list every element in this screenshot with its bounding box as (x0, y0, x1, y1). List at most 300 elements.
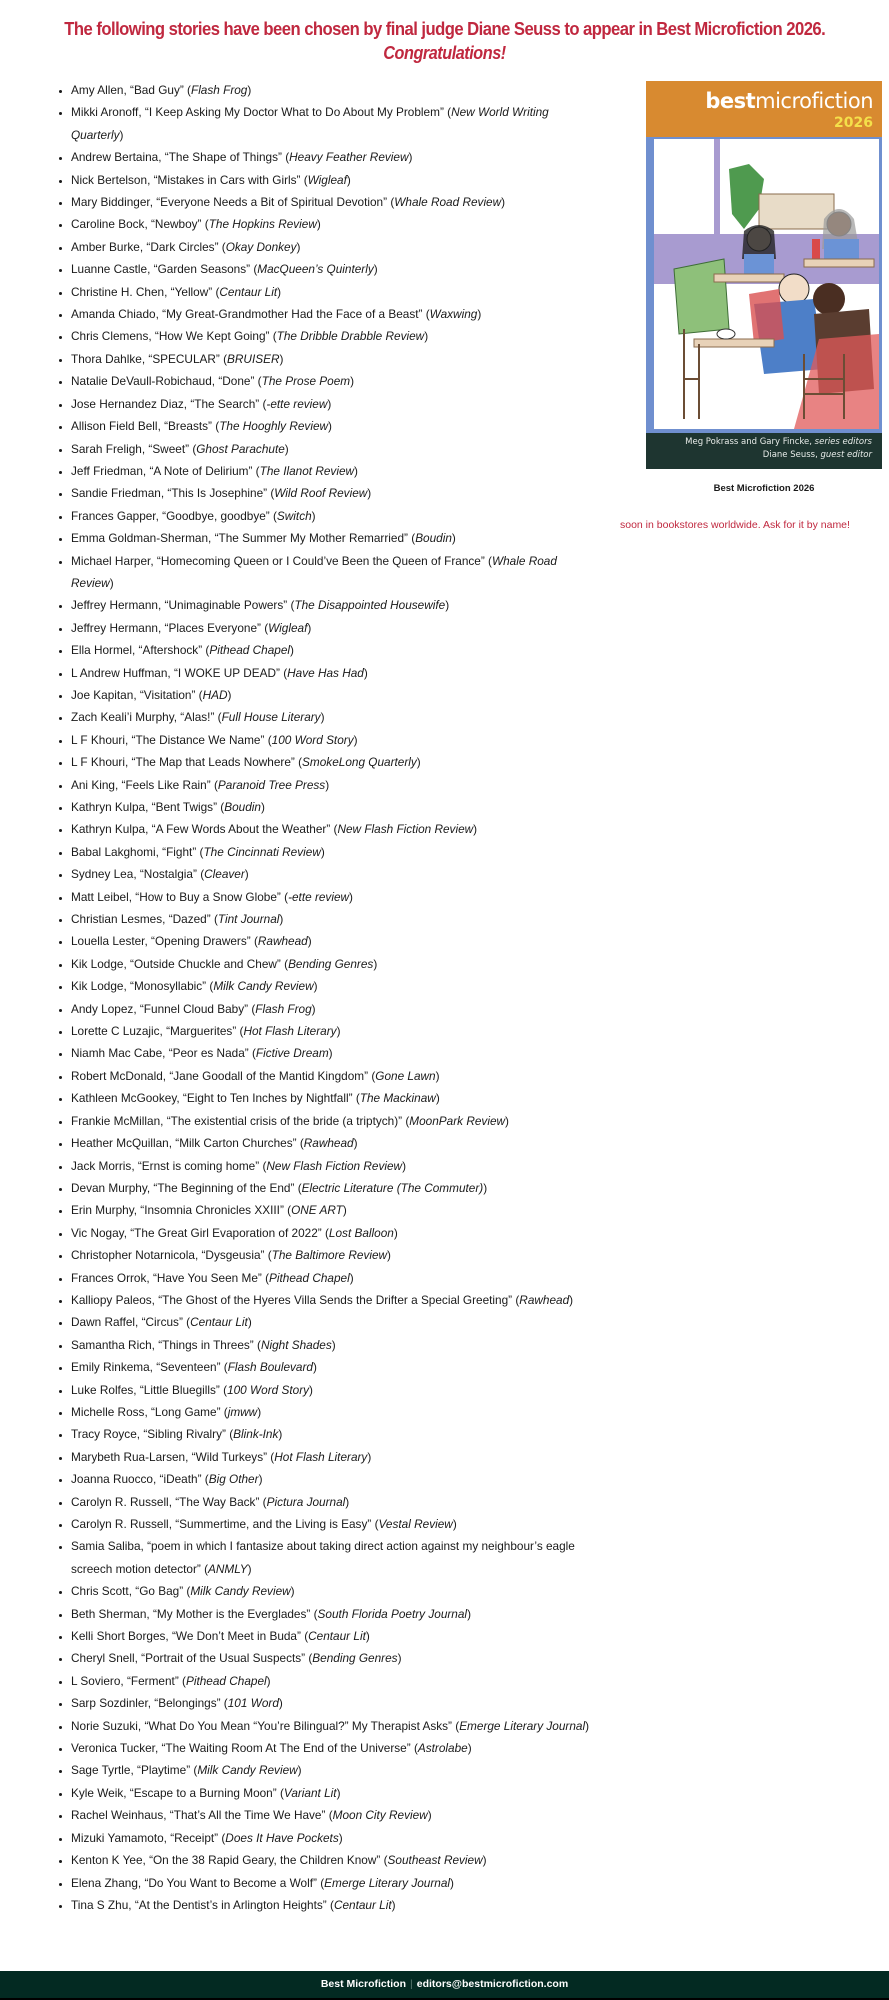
story-list-item: • Frankie McMillan, “The existential crisis of the bride (a triptych)” (MoonPark Review) (71, 1110, 591, 1132)
story-title: Ferment (130, 1673, 175, 1688)
story-list-item: • Luanne Castle, “Garden Seasons” (MacQueen’s Quinterly) (71, 258, 591, 280)
story-publication: Vestal Review (378, 1517, 453, 1531)
story-author: Mary Biddinger (71, 195, 150, 210)
story-publication: Centaur Lit (219, 284, 278, 299)
story-list-item: • Elena Zhang, “Do You Want to Become a Wolf” (Emerge Literary Journal) (71, 1872, 591, 1894)
woman-left-hair (742, 225, 776, 259)
story-title: Belongings (158, 1696, 217, 1711)
story-title: Opening Drawers (154, 934, 247, 949)
story-list-item: • Caroline Bock, “Newboy” (The Hopkins Review) (71, 213, 591, 235)
story-list-item: • Vic Nogay, “The Great Girl Evaporation of 2022” (Lost Balloon) (71, 1222, 591, 1244)
coffee-cup (717, 329, 735, 339)
cover-title-band (646, 81, 882, 137)
story-author: Kelli Short Borges (71, 1629, 166, 1644)
story-title: A Note of Delirium (153, 463, 249, 478)
table-front (694, 339, 774, 347)
story-author: Matt Leibel (71, 889, 129, 904)
story-publication: The Hopkins Review (208, 217, 317, 232)
story-title: Dark Circles (150, 239, 215, 254)
story-list-item: • Lorette C Luzajic, “Marguerites” (Hot Flash Literary) (71, 1020, 591, 1042)
story-list-item: • Erin Murphy, “Insomnia Chronicles XXIII” (ONE ART) (71, 1199, 591, 1221)
story-title: The Waiting Room At The End of the Universe (165, 1741, 407, 1756)
story-publication: Rawhead (519, 1292, 570, 1307)
story-publication: Centaur Lit (190, 1315, 248, 1330)
story-publication: Pithead Chapel (185, 1673, 267, 1688)
story-author: Caroline Bock (71, 217, 145, 232)
story-publication: Milk Candy Review (197, 1763, 298, 1778)
story-title: This Is Josephine (171, 486, 264, 501)
footer-separator: | (410, 1978, 413, 1990)
story-list-item: • Joe Kapitan, “Visitation” (HAD) (71, 684, 591, 706)
footer-site-name[interactable]: Best Microfiction (320, 1978, 406, 1990)
story-list-item: • Beth Sherman, “My Mother is the Everglades” (South Florida Poetry Journal) (71, 1603, 591, 1625)
story-title: Insomnia Chronicles XXIII (144, 1203, 280, 1218)
story-title: Done (222, 374, 251, 389)
story-title: Ernst is coming home (141, 1158, 256, 1173)
story-list-item: • Mary Biddinger, “Everyone Needs a Bit of Spiritual Devotion” (Whale Road Review) (71, 191, 591, 213)
story-title: My Great-Grandmother Had the Face of a Beast (166, 307, 419, 322)
story-list-item: • Jeffrey Hermann, “Unimaginable Powers” (The Disappointed Housewife) (71, 594, 591, 616)
story-author: Rachel Weinhaus (71, 1808, 164, 1823)
story-list-item: • Emma Goldman-Sherman, “The Summer My Mother Remarried” (Boudin) (71, 527, 591, 549)
story-list-item: • Veronica Tucker, “The Waiting Room At The End of the Universe” (Astrolabe) (71, 1737, 591, 1759)
story-title: Mistakes in Cars with Girls (157, 172, 297, 187)
brand-light: microfiction (755, 89, 873, 113)
story-publication: Does It Have Pockets (225, 1830, 339, 1845)
story-author: Sydney Lea (71, 867, 134, 882)
announcement-heading: The following stories have been chosen by final judge Diane Seuss to appear in Best Microfiction 2026. (64, 18, 825, 39)
story-title: Circus (145, 1315, 179, 1330)
story-list-item: • Heather McQuillan, “Milk Carton Churches” (Rawhead) (71, 1132, 591, 1154)
story-list-item: • Jack Morris, “Ernst is coming home” (New Flash Fiction Review) (71, 1155, 591, 1177)
person-dark-face (813, 283, 845, 315)
story-list-item: • Christine H. Chen, “Yellow” (Centaur Lit) (71, 281, 591, 303)
story-title: Funnel Cloud Baby (143, 1001, 245, 1016)
story-publication: SmokeLong Quarterly (302, 755, 417, 770)
story-title: Marguerites (170, 1024, 233, 1039)
story-publication: ONE ART (291, 1203, 343, 1218)
story-publication: Heavy Feather Review (289, 150, 409, 165)
story-title: Monosyllabic (133, 979, 203, 994)
story-author: Frances Gapper (71, 508, 156, 523)
story-list-item: • Carolyn R. Russell, “The Way Back” (Pictura Journal) (71, 1491, 591, 1513)
story-list-item: • L F Khouri, “The Distance We Name” (100 Word Story) (71, 729, 591, 751)
story-author: Dawn Raffel (71, 1315, 136, 1330)
story-author: Kathryn Kulpa (71, 800, 146, 814)
story-title: Eight to Ten Inches by Nightfall (186, 1091, 349, 1106)
story-publication: The Ilanot Review (259, 463, 355, 478)
story-publication: Gone Lawn (375, 1068, 436, 1083)
story-title: Dysgeusia (205, 1248, 261, 1263)
story-author: Niamh Mac Cabe (71, 1046, 163, 1061)
story-publication: ANMLY (208, 1561, 248, 1576)
story-author: Louella Lester (71, 934, 145, 949)
story-author: Heather McQuillan (71, 1136, 169, 1151)
story-author: Emma Goldman-Sherman (71, 531, 209, 546)
story-title: Do You Want to Become a Wolf (148, 1875, 313, 1890)
story-title: Sibling Rivalry (147, 1427, 223, 1442)
story-publication: Hot Flash Literary (243, 1024, 337, 1039)
story-publication: Milk Candy Review (190, 1584, 291, 1599)
story-author: Zach Keali’i Murphy (71, 710, 174, 725)
story-author: Frankie McMillan (71, 1113, 161, 1128)
site-footer (0, 1971, 889, 2000)
story-title: How to Buy a Snow Globe (139, 889, 277, 904)
story-list-item: • Allison Field Bell, “Breasts” (The Hooghly Review) (71, 415, 591, 437)
window-frame (714, 139, 720, 234)
story-author: Chris Clemens (71, 329, 149, 344)
story-list-item: • Christian Lesmes, “Dazed” (Tint Journal) (71, 908, 591, 930)
story-list-item: • Tina S Zhu, “At the Dentist’s in Arlington Heights” (Centaur Lit) (71, 1894, 591, 1916)
story-publication: Wigleaf (307, 172, 347, 187)
story-author: Andrew Bertaina (71, 150, 159, 165)
story-title: Breasts (168, 419, 209, 434)
story-author: Tina S Zhu (71, 1897, 129, 1912)
story-author: Kathleen McGookey (71, 1091, 177, 1106)
story-publication: Flash Frog (255, 1001, 312, 1016)
story-list-item: • Nick Bertelson, “Mistakes in Cars with Girls” (Wigleaf) (71, 169, 591, 191)
story-title: Peor es Nada (172, 1046, 245, 1061)
story-publication: Boudin (224, 800, 261, 814)
story-publication: The Baltimore Review (271, 1248, 388, 1263)
story-title: Receipt (174, 1830, 215, 1845)
story-list-item: • Andrew Bertaina, “The Shape of Things” (Heavy Feather Review) (71, 146, 591, 168)
story-publication: Bending Genres (288, 956, 374, 971)
story-author: Veronica Tucker (71, 1741, 155, 1756)
story-publication: Big Other (208, 1472, 259, 1487)
story-author: Frances Orrok (71, 1270, 147, 1285)
story-author: Mikki Aronoff (71, 105, 139, 120)
story-title: What Do You Mean “You’re Bilingual?” My Therapist Asks (148, 1718, 449, 1733)
story-title: The Beginning of the End (157, 1180, 291, 1195)
story-list-item: • Marybeth Rua-Larsen, “Wild Turkeys” (Hot Flash Literary) (71, 1446, 591, 1468)
cover-illustration (654, 139, 879, 429)
story-list-item: • Sandie Friedman, “This Is Josephine” (Wild Roof Review) (71, 482, 591, 504)
story-author: L Andrew Huffman (71, 665, 168, 680)
story-publication: The Hooghly Review (219, 419, 329, 434)
story-publication: jmww (227, 1404, 258, 1419)
story-publication: HAD (202, 687, 228, 702)
story-title: On the 38 Rapid Geary, the Children Know (153, 1853, 377, 1868)
story-publication: Switch (276, 508, 312, 523)
story-author: Devan Murphy (71, 1180, 147, 1195)
story-author: Robert McDonald (71, 1068, 163, 1083)
story-list-item: • Emily Rinkema, “Seventeen” (Flash Boulevard) (71, 1356, 591, 1378)
story-title: iDeath (163, 1472, 198, 1487)
story-author: Thora Dahlke (71, 351, 142, 366)
story-list-item: • Jose Hernandez Diaz, “The Search” (-ette review) (71, 393, 591, 415)
story-list-item: • Devan Murphy, “The Beginning of the End” (Electric Literature (The Commuter)) (71, 1177, 591, 1199)
book-caption: Best Microfiction 2026 (713, 483, 815, 494)
story-publication: -ette review (266, 396, 328, 411)
story-title: Portrait of the Usual Suspects (145, 1651, 302, 1666)
story-publication: Moon City Review (332, 1808, 428, 1823)
story-publication: Full House Literary (221, 710, 321, 725)
story-title: Newboy (154, 217, 198, 232)
story-title: Dazed (172, 912, 207, 927)
story-title: Nostalgia (143, 867, 193, 882)
story-author: Christian Lesmes (71, 912, 163, 927)
story-author: Kalliopy Paleos (71, 1292, 152, 1307)
cover-editors-band (646, 433, 882, 469)
story-list-item: • Sarp Sozdinler, “Belongings” (101 Word) (71, 1692, 591, 1714)
story-list-item: • Kik Lodge, “Outside Chuckle and Chew” (Bending Genres) (71, 953, 591, 975)
story-publication: Night Shades (260, 1337, 332, 1352)
story-publication: Cleaver (204, 867, 245, 882)
story-publication: MoonPark Review (409, 1113, 506, 1128)
story-publication: Ghost Parachute (196, 441, 285, 456)
story-author: Samia Saliba (71, 1539, 141, 1554)
story-list-item: • Louella Lester, “Opening Drawers” (Rawhead) (71, 930, 591, 952)
story-author: Kyle Weik (71, 1785, 124, 1800)
story-title: I Keep Asking My Doctor What to Do About My Problem (148, 105, 440, 120)
story-title: Have You Seen Me (156, 1270, 258, 1285)
story-list-item: • Kik Lodge, “Monosyllabic” (Milk Candy Review) (71, 975, 591, 997)
story-list-item: • Tracy Royce, “Sibling Rivalry” (Blink-Ink) (71, 1423, 591, 1445)
story-title: Places Everyone (168, 620, 258, 635)
story-author: Marybeth Rua-Larsen (71, 1449, 186, 1464)
story-publication: Boudin (415, 531, 452, 546)
story-title: Bent Twigs (155, 800, 214, 814)
story-author: Kathryn Kulpa (71, 822, 146, 837)
story-author: Ani King (71, 777, 115, 792)
story-publication: Flash Frog (190, 83, 248, 97)
story-publication: Whale Road Review (394, 195, 502, 210)
story-author: Amanda Chiado (71, 307, 156, 322)
page-header (0, 17, 889, 65)
story-publication: Bending Genres (312, 1651, 398, 1666)
story-author: Babal Lakghomi (71, 844, 156, 859)
story-title: Visitation (143, 687, 192, 702)
story-list-item: • Luke Rolfes, “Little Bluegills” (100 Word Story) (71, 1379, 591, 1401)
story-list-item: • Kalliopy Paleos, “The Ghost of the Hyeres Villa Sends the Drifter a Special Greeting” (Rawhead) (71, 1289, 591, 1311)
story-publication: Rawhead (303, 1136, 354, 1151)
story-author: Norie Suzuki (71, 1718, 138, 1733)
story-author: Natalie DeVaull-Robichaud (71, 374, 212, 389)
story-author: Cheryl Snell (71, 1651, 135, 1666)
story-publication: Waxwing (429, 307, 478, 322)
story-title: Bad Guy (133, 83, 180, 97)
story-author: Luanne Castle (71, 262, 148, 277)
story-publication: New Flash Fiction Review (266, 1158, 403, 1173)
story-publication: Southeast Review (387, 1853, 483, 1868)
story-author: Carolyn R. Russell (71, 1517, 169, 1531)
story-title: A Few Words About the Weather (155, 822, 327, 837)
story-publication: Blink-Ink (233, 1427, 279, 1442)
story-author: Sage Tyrtle (71, 1763, 131, 1778)
story-author: Allison Field Bell (71, 419, 158, 434)
brand-bold: best (705, 89, 756, 113)
story-publication: Lost Balloon (328, 1225, 394, 1240)
story-author: Samantha Rich (71, 1337, 152, 1352)
story-title: The Distance We Name (135, 732, 261, 747)
red-bottle (812, 239, 820, 261)
story-list-item: • Babal Lakghomi, “Fight” (The Cincinnati Review) (71, 841, 591, 863)
story-author: Vic Nogay (71, 1225, 124, 1240)
story-publication: 100 Word Story (271, 732, 354, 747)
story-list-item: • Samantha Rich, “Things in Threes” (Night Shades) (71, 1334, 591, 1356)
story-author: Christine H. Chen (71, 284, 165, 299)
bench (759, 194, 834, 229)
story-author: L Soviero (71, 1673, 121, 1688)
story-publication: Centaur Lit (308, 1629, 366, 1644)
footer-email-link[interactable]: editors@bestmicrofiction.com (416, 1978, 569, 1990)
story-title: Wild Turkeys (195, 1449, 264, 1464)
story-publication: Emerge Literary Journal (459, 1718, 586, 1733)
story-publication: Pithead Chapel (269, 1270, 350, 1285)
story-author: Kenton K Yee (71, 1853, 143, 1868)
story-title: Homecoming Queen or I Could’ve Been the Queen of France (160, 553, 481, 568)
table-back (714, 274, 784, 282)
story-title: Jane Goodall of the Mantid Kingdom (173, 1068, 365, 1083)
story-title: Yellow (174, 284, 209, 299)
story-publication: Whale Road Review (71, 553, 557, 590)
story-list-item: • Chris Clemens, “How We Kept Going” (The Dribble Drabble Review) (71, 325, 591, 347)
story-list-item: • Kyle Weik, “Escape to a Burning Moon” (Variant Lit) (71, 1782, 591, 1804)
story-title: The Search (194, 396, 256, 411)
story-list-item: • Jeff Friedman, “A Note of Delirium” (The Ilanot Review) (71, 460, 591, 482)
story-title: Feels Like Rain (125, 777, 207, 792)
story-list-item: • L Andrew Huffman, “I WOKE UP DEAD” (Have Has Had) (71, 662, 591, 684)
story-title: Sweet (152, 441, 186, 456)
story-author: Tracy Royce (71, 1427, 137, 1442)
story-author: Joe Kapitan (71, 687, 134, 702)
story-title: The Shape of Things (168, 150, 279, 165)
story-publication: The Cincinnati Review (203, 844, 321, 859)
story-list-item: • Michelle Ross, “Long Game” (jmww) (71, 1401, 591, 1423)
story-list-item: • Amber Burke, “Dark Circles” (Okay Donkey) (71, 236, 591, 258)
story-publication: Okay Donkey (225, 239, 297, 254)
story-list-item: • Dawn Raffel, “Circus” (Centaur Lit) (71, 1311, 591, 1333)
cover-year: 2026 (834, 115, 873, 131)
story-title: The Way Back (179, 1494, 256, 1509)
green-armchair (674, 259, 729, 334)
red-cloth (749, 289, 784, 344)
story-list-item: • Ella Hormel, “Aftershock” (Pithead Chapel) (71, 639, 591, 661)
cover-brand (705, 89, 873, 113)
story-list-item: • Norie Suzuki, “What Do You Mean “You’re Bilingual?” My Therapist Asks” (Emerge Literary Journal) (71, 1715, 591, 1737)
story-author: Joanna Ruocco (71, 1472, 153, 1487)
story-publication: MacQueen’s Quinterly (257, 262, 374, 277)
story-list-item: • Kelli Short Borges, “We Don’t Meet in Buda” (Centaur Lit) (71, 1625, 591, 1647)
story-author: Jose Hernandez Diaz (71, 396, 184, 411)
story-title: I WOKE UP DEAD (177, 665, 276, 680)
story-list-item: • Amanda Chiado, “My Great-Grandmother Had the Face of a Beast” (Waxwing) (71, 303, 591, 325)
story-publication: Pithead Chapel (209, 643, 290, 658)
story-author: Sarp Sozdinler (71, 1696, 148, 1711)
selected-stories-list (52, 79, 591, 1916)
story-title: That’s All the Time We Have (173, 1808, 322, 1823)
story-list-item: • Cheryl Snell, “Portrait of the Usual Suspects” (Bending Genres) (71, 1647, 591, 1669)
story-title: Fight (166, 844, 193, 859)
story-list-item: • Michael Harper, “Homecoming Queen or I Could’ve Been the Queen of France” (Whale Road Review) (71, 550, 591, 595)
story-publication: The Dribble Drabble Review (276, 329, 425, 344)
story-title: We Don’t Meet in Buda (175, 1629, 297, 1644)
story-title: The Map that Leads Nowhere (135, 755, 291, 770)
story-publication: Electric Literature (The Commuter) (301, 1180, 484, 1195)
guest-editor: Diane Seuss, guest editor (762, 450, 872, 460)
story-title: Go Bag (139, 1584, 180, 1599)
story-publication: Flash Boulevard (227, 1360, 313, 1375)
story-publication: New Flash Fiction Review (337, 822, 474, 837)
story-title: At the Dentist’s in Arlington Heights (138, 1897, 323, 1912)
story-list-item: • L F Khouri, “The Map that Leads Nowhere” (SmokeLong Quarterly) (71, 751, 591, 773)
story-author: Michelle Ross (71, 1404, 145, 1419)
story-publication: Wild Roof Review (274, 486, 368, 501)
congratulations-text: Congratulations! (383, 43, 506, 63)
story-title: Milk Carton Churches (179, 1136, 293, 1151)
story-author: Chris Scott (71, 1584, 129, 1599)
story-author: Michael Harper (71, 553, 151, 568)
story-title: Escape to a Burning Moon (133, 1785, 273, 1800)
story-list-item: • Kathryn Kulpa, “A Few Words About the Weather” (New Flash Fiction Review) (71, 818, 591, 840)
story-title: Outside Chuckle and Chew (133, 956, 277, 971)
story-publication: 100 Word Story (227, 1382, 310, 1397)
story-author: Lorette C Luzajic (71, 1024, 160, 1039)
story-list-item: • Frances Gapper, “Goodbye, goodbye” (Switch) (71, 505, 591, 527)
story-title: Seventeen (160, 1360, 217, 1375)
story-publication: Variant Lit (283, 1785, 337, 1800)
story-list-item: • Ani King, “Feels Like Rain” (Paranoid Tree Press) (71, 774, 591, 796)
story-author: Carolyn R. Russell (71, 1494, 169, 1509)
story-title: Summertime, and the Living is Easy (179, 1517, 368, 1531)
story-publication: The Prose Poem (261, 374, 351, 389)
story-list-item: • Sydney Lea, “Nostalgia” (Cleaver) (71, 863, 591, 885)
story-author: Amber Burke (71, 239, 140, 254)
story-author: Luke Rolfes (71, 1382, 134, 1397)
story-title: SPECULAR (152, 351, 216, 366)
man-face (779, 274, 809, 304)
story-author: Elena Zhang (71, 1875, 138, 1890)
story-list-item: • Sarah Freligh, “Sweet” (Ghost Parachute) (71, 438, 591, 460)
story-publication: Pictura Journal (266, 1494, 346, 1509)
story-list-item: • Mikki Aronoff, “I Keep Asking My Doctor What to Do About My Problem” (New World Writing Quarterly) (71, 101, 591, 146)
story-publication: Hot Flash Literary (274, 1449, 368, 1464)
story-author: Kik Lodge (71, 979, 124, 994)
story-author: Sandie Friedman (71, 486, 161, 501)
story-list-item: • Matt Leibel, “How to Buy a Snow Globe” (-ette review) (71, 886, 591, 908)
story-title: Alas! (184, 710, 211, 725)
story-list-item: • Joanna Ruocco, “iDeath” (Big Other) (71, 1468, 591, 1490)
story-title: Little Bluegills (143, 1382, 216, 1397)
story-author: L F Khouri (71, 732, 125, 747)
story-author: Christopher Notarnicola (71, 1248, 195, 1263)
story-publication: BRUISER (227, 351, 280, 366)
story-list-item: • Andy Lopez, “Funnel Cloud Baby” (Flash Frog) (71, 998, 591, 1020)
story-publication: Centaur Lit (333, 1897, 392, 1912)
story-title: The Great Girl Evaporation of 2022 (134, 1225, 318, 1240)
story-publication: Tint Journal (217, 912, 280, 927)
story-title: The existential crisis of the bride (a triptych) (170, 1113, 399, 1128)
story-publication: Paranoid Tree Press (217, 777, 326, 792)
story-author: Mizuki Yamamoto (71, 1830, 164, 1845)
story-publication: Milk Candy Review (213, 979, 314, 994)
story-publication: South Florida Poetry Journal (317, 1606, 468, 1621)
story-publication: The Disappointed Housewife (294, 598, 446, 613)
story-author: Amy Allen (71, 83, 124, 97)
story-list-item: • Rachel Weinhaus, “That’s All the Time We Have” (Moon City Review) (71, 1804, 591, 1826)
story-publication: Emerge Literary Journal (324, 1875, 451, 1890)
story-publication: Fictive Dream (255, 1046, 329, 1061)
story-author: Ella Hormel (71, 643, 132, 658)
story-title: The Ghost of the Hyeres Villa Sends the Drifter a Special Greeting (162, 1292, 509, 1307)
book-cover (646, 81, 882, 469)
story-title: The Summer My Mother Remarried (218, 531, 405, 546)
story-author: Jeffrey Hermann (71, 598, 158, 613)
story-publication: Have Has Had (287, 665, 364, 680)
story-list-item: • Mizuki Yamamoto, “Receipt” (Does It Have Pockets) (71, 1827, 591, 1849)
story-list-item: • Zach Keali’i Murphy, “Alas!” (Full House Literary) (71, 706, 591, 728)
